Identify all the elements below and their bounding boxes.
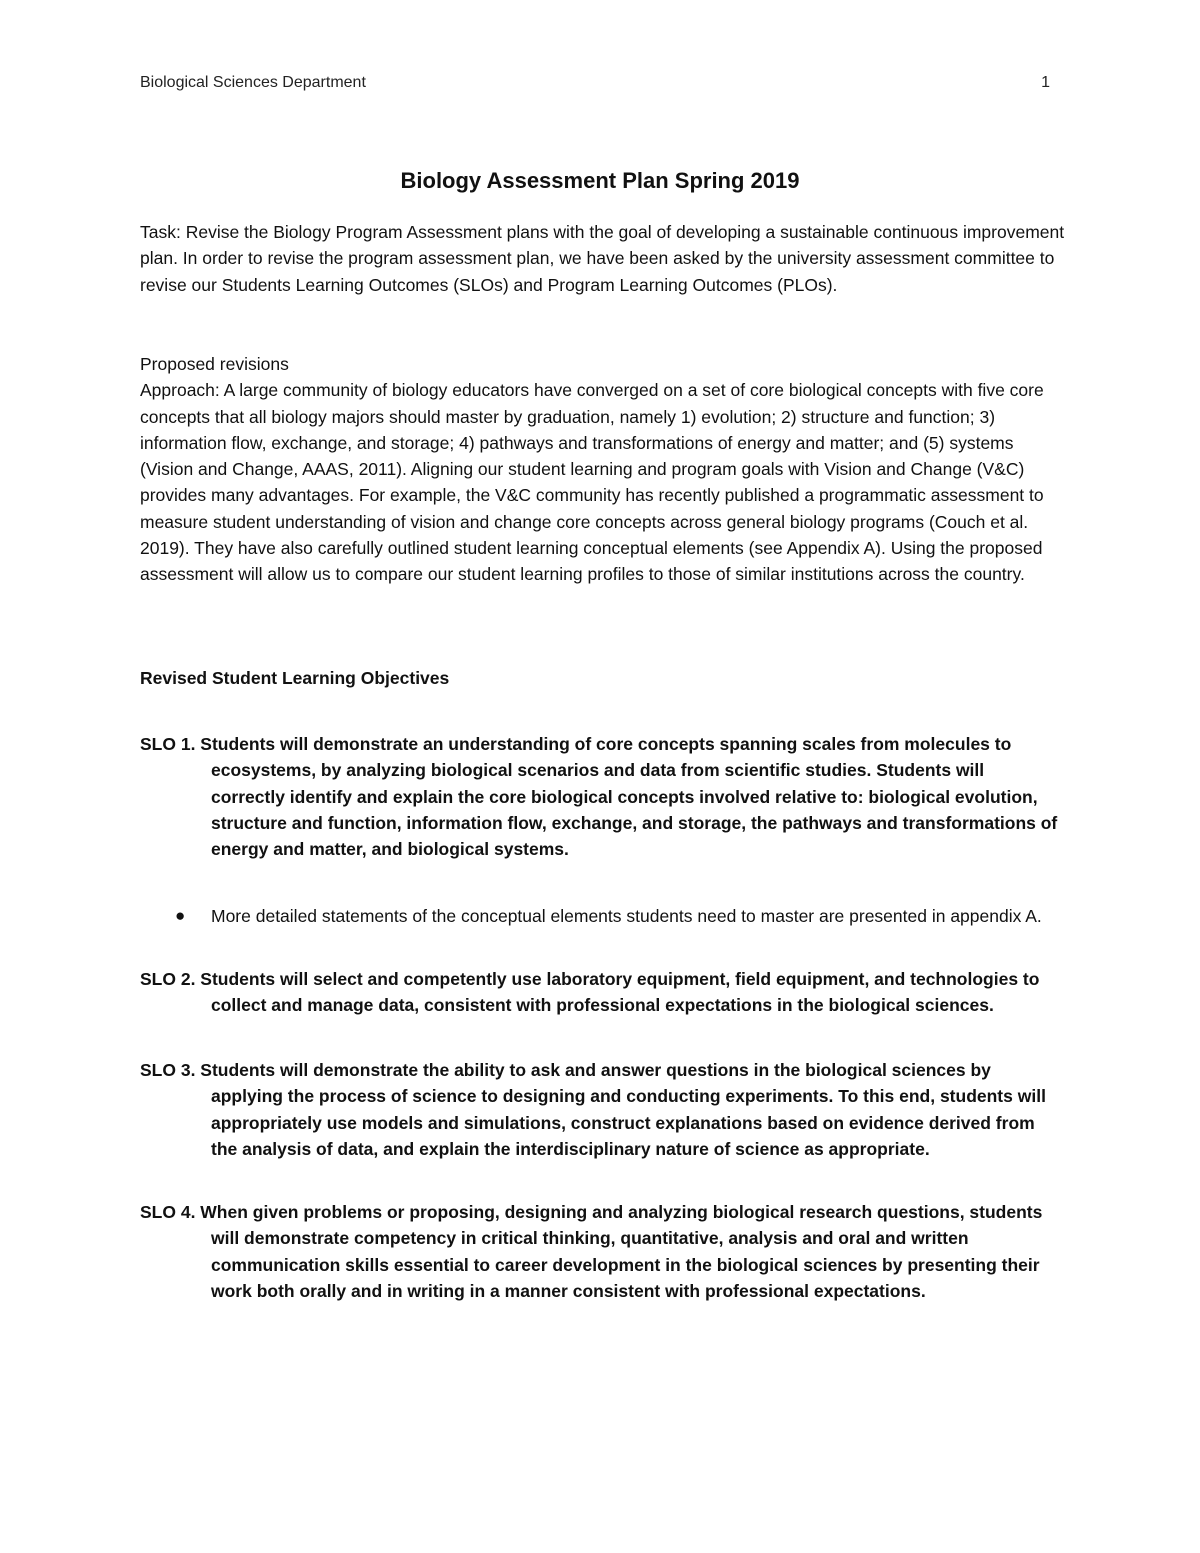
page-number: 1 (1041, 74, 1050, 91)
document-title: Biology Assessment Plan Spring 2019 (400, 168, 800, 193)
slo-1: SLO 1. Students will demonstrate an understanding of core concepts spanning scales from molecules to ecosystems, by analyzing biological scenarios and data from scientific studies. Students will correctly identify and explain the core biological concepts involved relative to: biological evolution, structure and function, information flow, exchange, and storage, the pathways and transformations of energy and matter, and biological systems. (140, 734, 1058, 860)
proposed-revisions-section (140, 351, 1065, 588)
proposed-heading: Proposed revisions (140, 354, 289, 374)
bullet-text: More detailed statements of the conceptual elements students need to master are presented in appendix A. (211, 906, 1042, 926)
slo-2: SLO 2. Students will select and competently use laboratory equipment, field equipment, and technologies to collect and manage data, consistent with professional expectations in the biological sciences. (140, 969, 1040, 1016)
bullet-icon: ● (175, 906, 186, 925)
slo-3: SLO 3. Students will demonstrate the ability to ask and answer questions in the biological sciences by applying the process of science to designing and conducting experiments. To this end, students will appropriately use models and simulations, construct explanations based on evidence derived from the analysis of data, and explain the interdisciplinary nature of science as appropriate. (140, 1060, 1046, 1159)
revised-slo-heading: Revised Student Learning Objectives (140, 668, 450, 688)
task-text: Task: Revise the Biology Program Assessment plans with the goal of developing a sustainable continuous improvement plan. In order to revise the program assessment plan, we have been asked by the university assessment committee to revise our Students Learning Outcomes (SLOs) and Program Learning Outcomes (PLOs). (140, 222, 1065, 295)
slo-4: SLO 4. When given problems or proposing, designing and analyzing biological research questions, students will demonstrate competency in critical thinking, quantitative, analysis and oral and written communication skills essential to career development in the biological sciences by presenting their work both orally and in writing in a manner consistent with professional expectations. (140, 1202, 1043, 1301)
department-name: Biological Sciences Department (140, 74, 366, 91)
approach-paragraph: Approach: A large community of biology educators have converged on a set of core biological concepts with five core concepts that all biology majors should master by graduation, namely 1) evolution; 2) structure and function; 3) information flow, exchange, and storage; 4) pathways and transformations of energy and matter; and (5) systems (Vision and Change, AAAS, 2011). Aligning our student learning and program goals with Vision and Change (V&C) provides many advantages. For example, the V&C community has recently published a programmatic assessment to measure student understanding of vision and change core concepts across general biology programs (Couch et al. 2019). They have also carefully outlined student learning conceptual elements (see Appendix A). Using the proposed assessment will allow us to compare our student learning profiles to those of similar institutions across the country. (140, 380, 1044, 585)
bullet-list-item (175, 903, 1061, 929)
page-header (140, 74, 1050, 96)
task-paragraph (140, 219, 1065, 298)
